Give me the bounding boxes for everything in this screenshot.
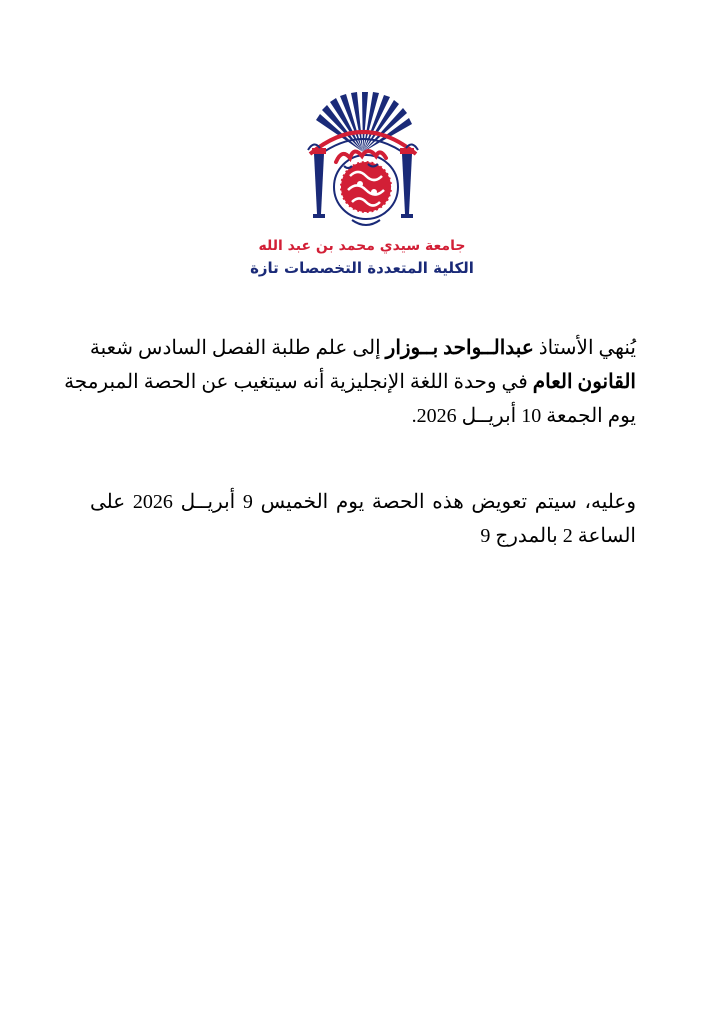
logo-right-pillar: [400, 144, 418, 218]
logo-left-pillar: [308, 144, 326, 218]
university-logo: [296, 92, 430, 232]
notice-line: [64, 365, 636, 399]
notice-line: الساعة 2 بالمدرج 9: [480, 525, 636, 547]
university-name: جامعة سيدي محمد بن عبد الله: [258, 238, 466, 254]
notice-text: في وحدة اللغة الإنجليزية أنه سيتغيب عن الحصة المبرمجة: [64, 371, 533, 393]
notice-line: يوم الجمعة 10 أبريــل 2026.: [411, 405, 636, 427]
faculty-name: الكلية المتعددة التخصصات تازة: [250, 259, 474, 277]
logo-base: [352, 220, 380, 225]
notice-line: وعليه، سيتم تعويض هذه الحصة يوم الخميس 9 أبريــل 2026 على: [90, 491, 636, 513]
notice-text: يُنهي الأستاذ: [533, 337, 636, 359]
logo-seal: [334, 155, 398, 219]
notice-paragraph-2: [90, 485, 636, 553]
notice-line: [90, 331, 636, 365]
notice-paragraph-1: [64, 331, 636, 433]
branch-name: القانون العام: [532, 371, 636, 393]
notice-text: إلى علم طلبة الفصل السادس شعبة: [89, 337, 386, 359]
professor-name: عبدالــواحد بــوزار: [385, 337, 534, 359]
